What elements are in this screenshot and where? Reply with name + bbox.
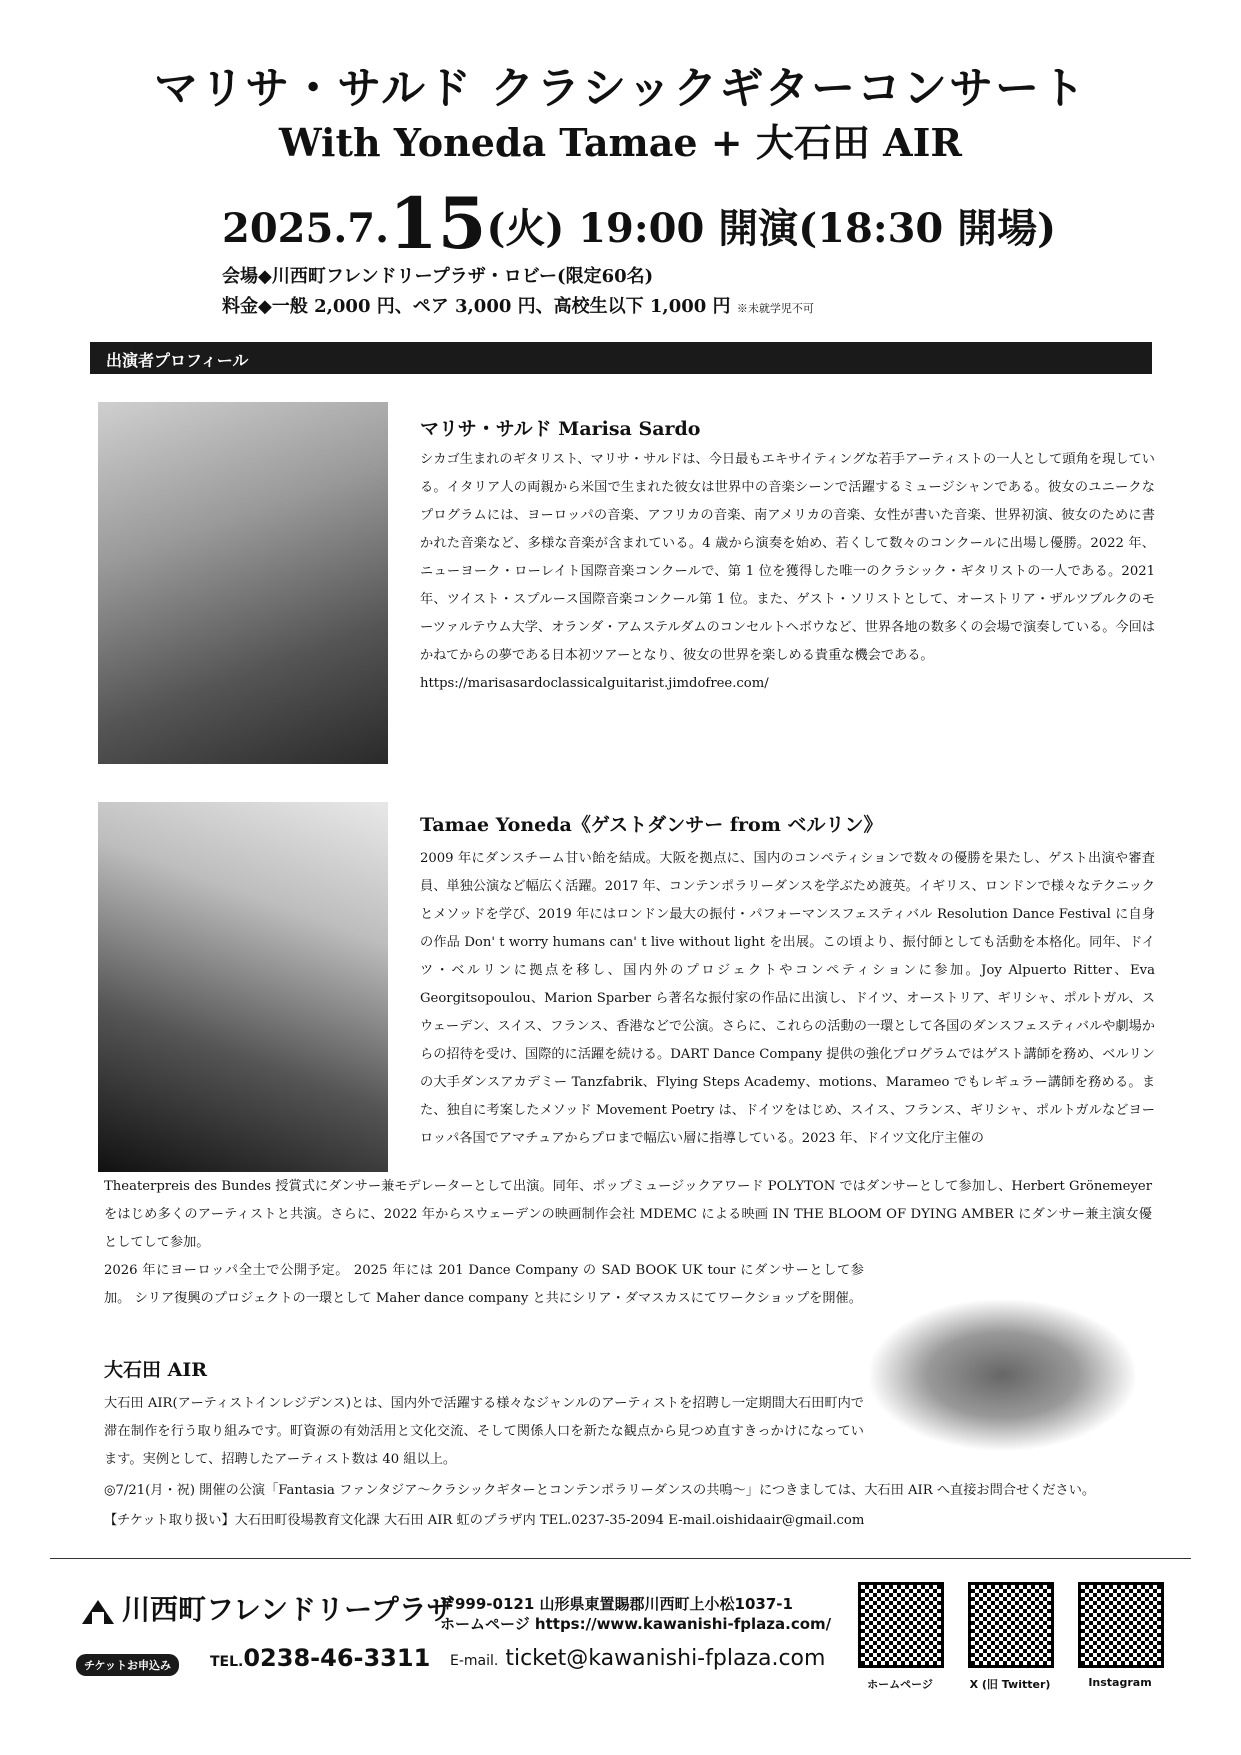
tamae-yoneda-photo [98,802,388,1172]
homepage-line[interactable]: ホームページ https://www.kawanishi-fplaza.com/ [440,1615,832,1633]
section-bar-label: 出演者プロフィール [106,351,249,370]
performer1-name: マリサ・サルド Marisa Sardo [420,418,701,440]
org-logo [80,1588,455,1628]
email-prefix: E-mail. [450,1653,499,1669]
performer2-bio-end: 2026 年にヨーロッパ全土で公開予定。 2025 年には 201 Dance Company の SAD BOOK UK tour にダンサーとして参加。 シリア復興のプロジェクトの一環として Maher dance company と共にシリア・ダマスカスにてワークショップを開催。 [104,1263,864,1306]
x-qr-code[interactable] [968,1582,1054,1668]
date-year: 2025.7. [222,205,390,252]
ticket-tel [210,1644,430,1672]
section-bar [90,342,1152,374]
performer1-url[interactable]: https://marisasardoclassicalguitarist.jimdofree.com/ [420,676,769,691]
qr-label-homepage: ホームページ [867,1678,933,1691]
event-title: マリサ・サルド クラシックギターコンサート [154,63,1087,114]
price-line [222,292,814,318]
address-line: 〒999-0121 山形県東置賜郡川西町上小松1037-1 [440,1595,793,1613]
org-name: 川西町フレンドリープラザ [122,1593,455,1626]
notice-line1: ◎7/21(月・祝) 開催の公演「Fantasia ファンタジア〜クラシックギターとコンテンポラリーダンスの共鳴〜」につきましては、大石田 AIR へ直接お問合せください。 [104,1483,1096,1498]
price-note: ※未就学児不可 [736,302,814,315]
air-body: 大石田 AIR(アーティストインレジデンス)とは、国内外で活躍する様々なジャンルのアーティストを招聘し一定期間大石田町内で滞在制作を行う取り組みです。町資源の有効活用と文化交流、そして関係人口を新たな観点から見つめ直すきっかけになっています。実例として、招聘したアーティスト数は 40 組以上。 [104,1396,864,1467]
qr-label-x: X (旧 Twitter) [969,1678,1051,1691]
marisa-sardo-photo [98,402,388,764]
performer1-bio [420,446,1155,698]
building-logo-icon [80,1596,116,1626]
venue-line: 会場◆川西町フレンドリープラザ・ロビー(限定60名) [222,266,654,287]
performer1-bio-text: シカゴ生まれのギタリスト、マリサ・サルドは、今日最もエキサイティングな若手アーティストの一人として頭角を現している。イタリア人の両親から米国で生まれた彼女は世界中の音楽シーンで活躍するミュージシャンである。彼女のユニークなプログラムには、ヨーロッパの音楽、アフリカの音楽、南アメリカの音楽、女性が書いた音楽、世界初演、彼女のために書かれた音楽など、多様な音楽が含まれている。4 歳から演奏を始め、若くして数々のコンクールに出場し優勝。2022 年、ニューヨーク・ローレイト国際音楽コンクールで、第 1 位を獲得した唯一のクラシック・ギタリストの一人である。2021 年、ツイスト・スプルース国際音楽コンクール第 1 位。また、ゲスト・ソリストとして、オーストリア・ザルツブルクのモーツァルテウム大学、オランダ・アムステルダムのコンセルトヘボウなど、世界各地の数多くの会場で演奏している。今回はかねてからの夢である日本初ツアーとなり、彼女の世界を楽しめる貴重な機会である。 [420,452,1155,663]
instagram-qr-code[interactable] [1078,1582,1164,1668]
price-text: 料金◆一般 2,000 円、ペア 3,000 円、高校生以下 1,000 円 [222,296,731,317]
footer-divider [50,1558,1191,1559]
dancer-photo [870,1300,1135,1450]
homepage-qr-code[interactable] [858,1582,944,1668]
date-time: (火) 19:00 開演(18:30 開場) [486,205,1057,252]
tel-number[interactable]: 0238-46-3311 [243,1644,431,1672]
event-subtitle: With Yoneda Tamae + 大石田 AIR [279,120,962,165]
notice [104,1476,1164,1536]
date-day: 15 [389,182,487,265]
ticket-email [450,1646,825,1671]
notice-line2: 【チケット取り扱い】大石田町役場教育文化課 大石田 AIR 虹のプラザ内 TEL.0237-35-2094 E-mail.oishidaair@gmail.com [104,1513,865,1528]
performer2-bio-continued: Theaterpreis des Bundes 授賞式にダンサー兼モデレーターとして出演。同年、ポップミュージックアワード POLYTON ではダンサーとして参加し、Herbert Grönemeyer をはじめ多くのアーティストと共演。さらに、2022 年からスウェーデンの映画制作会社 MDEMC による映画 IN THE BLOOM OF DYING AMBER にダンサー兼主演女優としてして参加。 [104,1179,1152,1250]
air-heading: 大石田 AIR [104,1359,208,1381]
performer2-bio: 2009 年にダンスチーム甘い飴を結成。大阪を拠点に、国内のコンペティションで数々の優勝を果たし、ゲスト出演や審査員、単独公演など幅広く活躍。2017 年、コンテンポラリーダンスを学ぶため渡英。イギリス、ロンドンで様々なテクニックとメソッドを学び、2019 年にはロンドン最大の振付・パフォーマンスフェスティバル Resolution Dance Festival に自身の作品 Don' t worry humans can' t live without light を出展。この頃より、振付師としても活動を本格化。同年、ドイツ・ベルリンに拠点を移し、国内外のプロジェクトやコンペティションに参加。Joy Alpuerto Ritter、Eva Georgitsopoulou、Marion Sparber ら著名な振付家の作品に出演し、ドイツ、オーストリア、ギリシャ、ポルトガル、スウェーデン、スイス、フランス、香港などで公演。さらに、これらの活動の一環として各国のダンスフェスティバルや劇場からの招待を受け、国際的に活躍を続ける。DART Dance Company 提供の強化プログラムではゲスト講師を務め、ベルリンの大手ダンスアカデミー Tanzfabrik、Flying Steps Academy、motions、Marameo でもレギュラー講師を務める。また、独自に考案したメソッド Movement Poetry は、ドイツをはじめ、スイス、フランス、ギリシャ、ポルトガルなどヨーロッパ各国でアマチュアからプロまで幅広い層に指導している。2023 年、ドイツ文化庁主催の [420,851,1155,1146]
email-address[interactable]: ticket@kawanishi-fplaza.com [505,1646,826,1671]
performer2-name: Tamae Yoneda《ゲストダンサー from ベルリン》 [420,814,883,836]
footer-address [440,1594,831,1634]
event-date [222,176,1057,265]
tel-prefix: TEL. [210,1654,244,1670]
qr-label-instagram: Instagram [1088,1676,1152,1689]
ticket-badge: チケットお申込み [76,1654,179,1676]
